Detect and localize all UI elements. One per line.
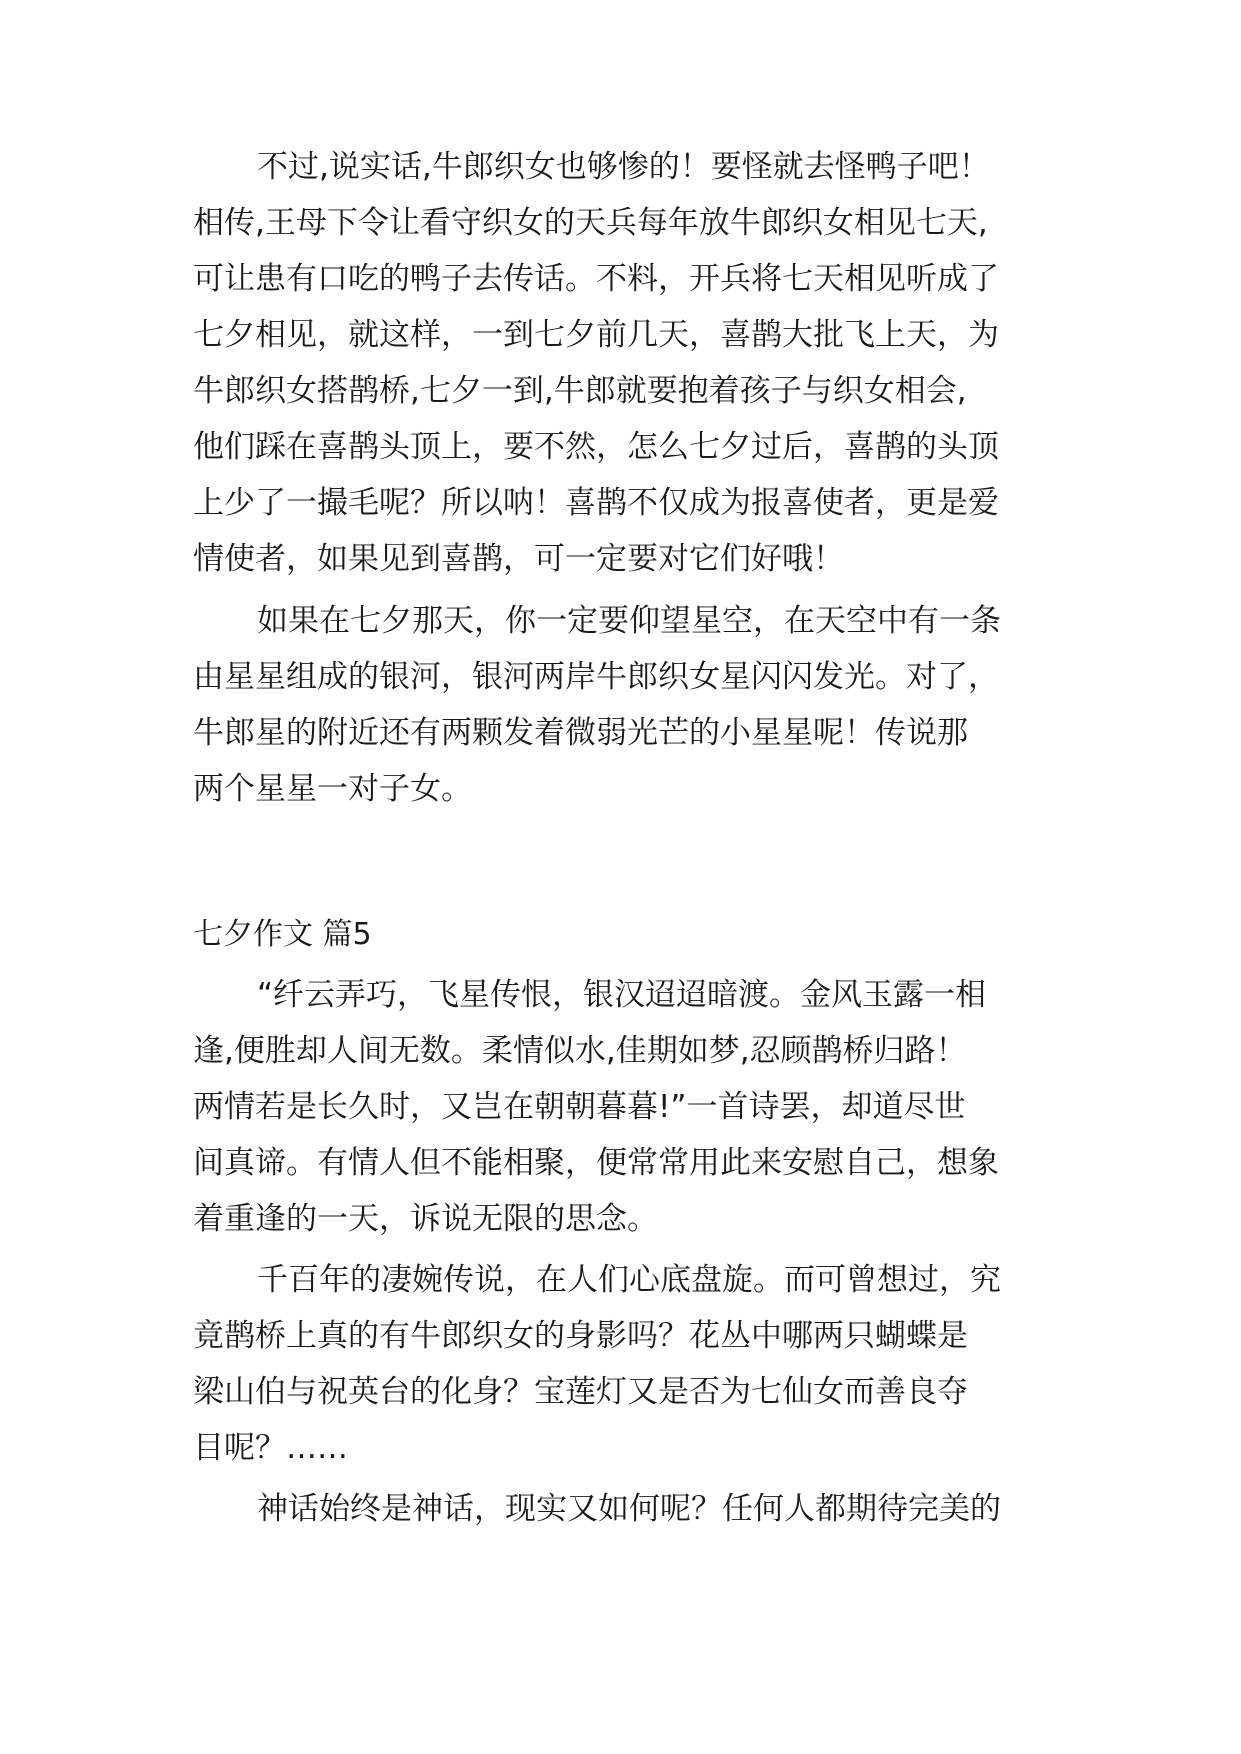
paragraph-1-line-6: 他们踩在喜鹊头顶上，要不然，怎么七夕过后，喜鹊的头顶 [193, 429, 999, 465]
paragraph-1-line-4: 七夕相见，就这样，一到七夕前几天，喜鹊大批飞上天，为 [193, 317, 999, 353]
paragraph-3-line-1: “纤云弄巧，飞星传恨，银汉迢迢暗渡。金风玉露一相 [257, 977, 987, 1013]
paragraph-1-line-8: 情使者，如果见到喜鹊，可一定要对它们好哦！ [193, 541, 844, 577]
paragraph-4-line-4: 目呢？…… [193, 1430, 348, 1466]
paragraph-1-line-7: 上少了一撮毛呢？所以呐！喜鹊不仅成为报喜使者，更是爱 [193, 485, 999, 521]
paragraph-4-line-1: 千百年的凄婉传说，在人们心底盘旋。而可曾想过，究 [257, 1262, 1001, 1298]
paragraph-3-line-3: 两情若是长久时，又岂在朝朝暮暮!”一首诗罢，却道尽世 [193, 1089, 966, 1125]
paragraph-3-line-5: 着重逢的一天，诉说无限的思念。 [193, 1201, 658, 1237]
paragraph-5-line-1: 神话始终是神话，现实又如何呢？任何人都期待完美的 [257, 1491, 1001, 1527]
paragraph-2-line-2: 由星星组成的银河，银河两岸牛郎织女星闪闪发光。对了， [193, 659, 999, 695]
paragraph-1-line-5: 牛郎织女搭鹊桥,七夕一到,牛郎就要抱着孩子与织女相会, [193, 373, 967, 409]
paragraph-3-line-4: 间真谛。有情人但不能相聚，便常常用此来安慰自己，想象 [193, 1145, 999, 1181]
paragraph-2-line-1: 如果在七夕那天，你一定要仰望星空，在天空中有一条 [257, 603, 1001, 639]
paragraph-4-line-2: 竟鹊桥上真的有牛郎织女的身影吗？花丛中哪两只蝴蝶是 [193, 1318, 968, 1354]
paragraph-1-line-2: 相传,王母下令让看守织女的天兵每年放牛郎织女相见七天, [193, 205, 988, 241]
section-heading: 七夕作文 篇5 [193, 917, 372, 952]
paragraph-2-line-4: 两个星星一对子女。 [193, 771, 472, 807]
paragraph-1-line-1: 不过,说实话,牛郎织女也够惨的！要怪就去怪鸭子吧！ [257, 149, 990, 185]
paragraph-1-line-3: 可让患有口吃的鸭子去传话。不料，开兵将七天相见听成了 [193, 261, 999, 297]
paragraph-4-line-3: 梁山伯与祝英台的化身？宝莲灯又是否为七仙女而善良夺 [193, 1374, 968, 1410]
paragraph-2-line-3: 牛郎星的附近还有两颗发着微弱光芒的小星星呢！传说那 [193, 715, 968, 751]
paragraph-3-line-2: 逢,便胜却人间无数。柔情似水,佳期如梦,忍顾鹊桥归路！ [193, 1033, 967, 1069]
